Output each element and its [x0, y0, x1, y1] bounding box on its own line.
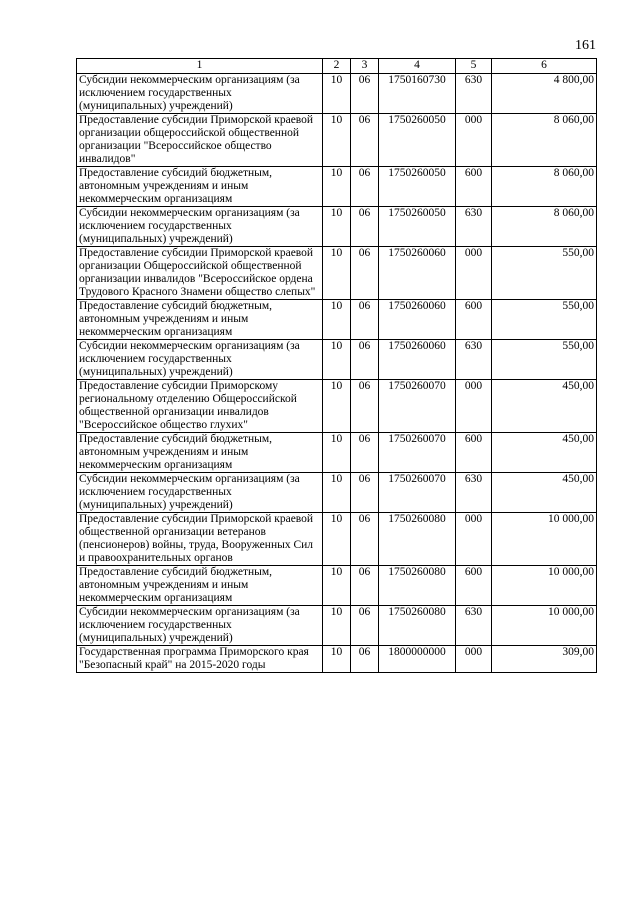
row-subsection-cell: 06	[351, 247, 379, 300]
row-expense-type-cell: 000	[456, 114, 492, 167]
table-row	[77, 513, 597, 566]
row-amount-cell: 10 000,00	[492, 566, 597, 606]
row-expense-type-cell: 600	[456, 167, 492, 207]
row-subsection-cell: 06	[351, 207, 379, 247]
table-row	[77, 114, 597, 167]
row-amount-cell: 309,00	[492, 646, 597, 673]
row-name-cell: Предоставление субсидии Приморскому региональному отделению Общероссийской общественной организации инвалидов "Всероссийское общество глухих"	[77, 380, 323, 433]
table-row	[77, 433, 597, 473]
row-amount-cell: 450,00	[492, 380, 597, 433]
row-section-cell: 10	[323, 646, 351, 673]
column-header-2: 2	[323, 59, 351, 74]
row-name-cell: Предоставление субсидий бюджетным, автономным учреждениям и иным некоммерческим организациям	[77, 167, 323, 207]
row-subsection-cell: 06	[351, 513, 379, 566]
row-name-cell: Субсидии некоммерческим организациям (за исключением государственных (муниципальных) учреждений)	[77, 606, 323, 646]
table-row	[77, 167, 597, 207]
row-amount-cell: 550,00	[492, 247, 597, 300]
row-expense-type-cell: 630	[456, 340, 492, 380]
row-name-cell: Предоставление субсидии Приморской краевой общественной организации ветеранов (пенсионеров) войны, труда, Вооруженных Сил и правоохранительных органов	[77, 513, 323, 566]
row-section-cell: 10	[323, 114, 351, 167]
column-header-4: 4	[379, 59, 456, 74]
row-target-code-cell: 1750160730	[379, 74, 456, 114]
row-name-cell: Субсидии некоммерческим организациям (за исключением государственных (муниципальных) учреждений)	[77, 74, 323, 114]
row-section-cell: 10	[323, 473, 351, 513]
table-row	[77, 380, 597, 433]
row-target-code-cell: 1750260060	[379, 300, 456, 340]
column-header-6: 6	[492, 59, 597, 74]
row-section-cell: 10	[323, 513, 351, 566]
row-amount-cell: 10 000,00	[492, 513, 597, 566]
row-section-cell: 10	[323, 433, 351, 473]
page-number: 161	[575, 38, 596, 53]
row-name-cell: Субсидии некоммерческим организациям (за исключением государственных (муниципальных) учреждений)	[77, 340, 323, 380]
row-target-code-cell: 1750260060	[379, 247, 456, 300]
row-section-cell: 10	[323, 74, 351, 114]
row-subsection-cell: 06	[351, 606, 379, 646]
row-subsection-cell: 06	[351, 433, 379, 473]
row-amount-cell: 550,00	[492, 300, 597, 340]
table-row	[77, 74, 597, 114]
row-expense-type-cell: 000	[456, 247, 492, 300]
row-expense-type-cell: 630	[456, 207, 492, 247]
table-row	[77, 340, 597, 380]
row-subsection-cell: 06	[351, 167, 379, 207]
row-expense-type-cell: 000	[456, 646, 492, 673]
row-subsection-cell: 06	[351, 74, 379, 114]
row-expense-type-cell: 630	[456, 606, 492, 646]
row-target-code-cell: 1750260070	[379, 473, 456, 513]
row-expense-type-cell: 600	[456, 433, 492, 473]
row-target-code-cell: 1750260050	[379, 114, 456, 167]
row-subsection-cell: 06	[351, 646, 379, 673]
row-subsection-cell: 06	[351, 473, 379, 513]
row-expense-type-cell: 630	[456, 74, 492, 114]
table-row	[77, 473, 597, 513]
row-section-cell: 10	[323, 606, 351, 646]
row-name-cell: Субсидии некоммерческим организациям (за исключением государственных (муниципальных) учреждений)	[77, 207, 323, 247]
row-section-cell: 10	[323, 566, 351, 606]
row-name-cell: Предоставление субсидии Приморской краевой организации Общероссийской общественной организации инвалидов "Всероссийское ордена Трудового Красного Знамени общество слепых"	[77, 247, 323, 300]
row-section-cell: 10	[323, 340, 351, 380]
row-target-code-cell: 1800000000	[379, 646, 456, 673]
row-section-cell: 10	[323, 247, 351, 300]
row-target-code-cell: 1750260050	[379, 167, 456, 207]
budget-table	[76, 58, 597, 673]
row-target-code-cell: 1750260070	[379, 380, 456, 433]
row-target-code-cell: 1750260080	[379, 513, 456, 566]
row-subsection-cell: 06	[351, 114, 379, 167]
column-header-3: 3	[351, 59, 379, 74]
row-section-cell: 10	[323, 167, 351, 207]
row-amount-cell: 10 000,00	[492, 606, 597, 646]
row-target-code-cell: 1750260070	[379, 433, 456, 473]
table-row	[77, 606, 597, 646]
row-expense-type-cell: 000	[456, 513, 492, 566]
row-amount-cell: 8 060,00	[492, 207, 597, 247]
row-subsection-cell: 06	[351, 340, 379, 380]
row-name-cell: Предоставление субсидий бюджетным, автономным учреждениям и иным некоммерческим организациям	[77, 566, 323, 606]
row-name-cell: Предоставление субсидий бюджетным, автономным учреждениям и иным некоммерческим организациям	[77, 433, 323, 473]
row-name-cell: Предоставление субсидии Приморской краевой организации общероссийской общественной организации "Всероссийское общество инвалидов"	[77, 114, 323, 167]
row-expense-type-cell: 000	[456, 380, 492, 433]
table-row	[77, 566, 597, 606]
table-row	[77, 207, 597, 247]
row-subsection-cell: 06	[351, 566, 379, 606]
row-section-cell: 10	[323, 300, 351, 340]
row-section-cell: 10	[323, 207, 351, 247]
row-subsection-cell: 06	[351, 380, 379, 433]
row-amount-cell: 550,00	[492, 340, 597, 380]
table-row	[77, 300, 597, 340]
row-amount-cell: 450,00	[492, 433, 597, 473]
row-amount-cell: 8 060,00	[492, 167, 597, 207]
row-target-code-cell: 1750260050	[379, 207, 456, 247]
row-expense-type-cell: 600	[456, 566, 492, 606]
row-amount-cell: 8 060,00	[492, 114, 597, 167]
row-section-cell: 10	[323, 380, 351, 433]
column-header-5: 5	[456, 59, 492, 74]
row-target-code-cell: 1750260080	[379, 606, 456, 646]
row-expense-type-cell: 630	[456, 473, 492, 513]
row-amount-cell: 450,00	[492, 473, 597, 513]
table-row	[77, 247, 597, 300]
row-amount-cell: 4 800,00	[492, 74, 597, 114]
row-subsection-cell: 06	[351, 300, 379, 340]
table-row	[77, 646, 597, 673]
row-name-cell: Предоставление субсидий бюджетным, автономным учреждениям и иным некоммерческим организациям	[77, 300, 323, 340]
row-name-cell: Субсидии некоммерческим организациям (за исключением государственных (муниципальных) учреждений)	[77, 473, 323, 513]
table-header-row	[77, 59, 597, 74]
row-target-code-cell: 1750260060	[379, 340, 456, 380]
row-expense-type-cell: 600	[456, 300, 492, 340]
row-target-code-cell: 1750260080	[379, 566, 456, 606]
column-header-1: 1	[77, 59, 323, 74]
row-name-cell: Государственная программа Приморского края "Безопасный край" на 2015-2020 годы	[77, 646, 323, 673]
